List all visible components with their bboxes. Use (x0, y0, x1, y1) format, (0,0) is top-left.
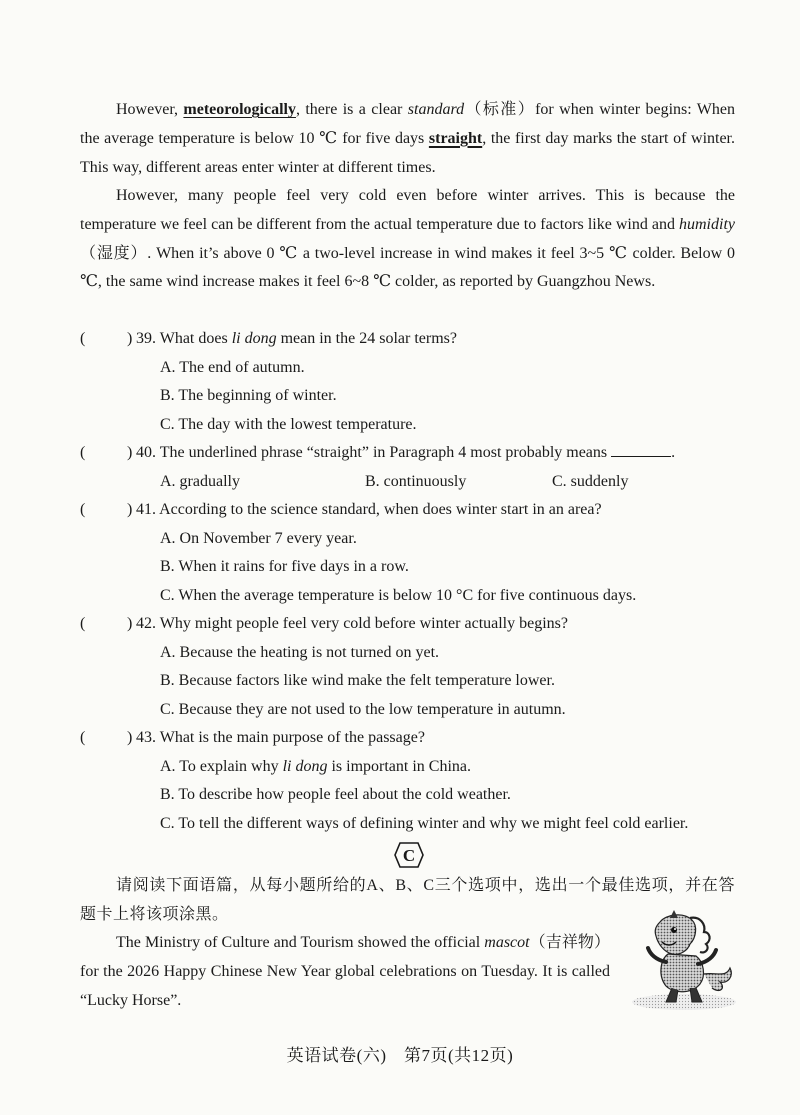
question-42-text: 42. Why might people feel very cold before winter actually begins? (136, 615, 568, 632)
answer-paren-left: ( (80, 729, 86, 746)
option-43-c: C. To tell the different ways of defining winter and why we might feel cold earlier. (160, 815, 689, 832)
question-43-text: 43. What is the main purpose of the passage? (136, 729, 425, 746)
answer-paren-left: ( (80, 444, 86, 461)
option-42-c: C. Because they are not used to the low temperature in autumn. (160, 701, 566, 718)
answer-paren-right: ) (127, 729, 133, 746)
answer-paren-right: ) (127, 615, 133, 632)
option-41-b: B. When it rains for five days in a row. (160, 558, 409, 575)
p1-text-e: （标准）for when winter begins: When the average temperature is below 10 ℃ for five days (80, 101, 736, 147)
italic-word-humidity: humidity (679, 215, 735, 233)
option-39-c: C. The day with the lowest temperature. (160, 416, 417, 433)
option-43-a: A. To explain why li dong is important in China. (160, 758, 472, 775)
answer-paren-left: ( (80, 615, 86, 632)
question-39-text: 39. What does li dong mean in the 24 solar terms? (136, 330, 457, 347)
option-42-a: A. Because the heating is not turned on yet. (160, 644, 440, 661)
question-40-text: 40. The underlined phrase “straight” in Paragraph 4 most probably means . (136, 444, 676, 461)
underlined-word-straight: straight (428, 129, 483, 147)
option-39-b: B. The beginning of winter. (160, 387, 337, 404)
option-40-c: C. suddenly (552, 473, 629, 490)
underlined-word-meteorologically: meteorologically (183, 101, 296, 118)
option-41-a: A. On November 7 every year. (160, 530, 357, 547)
section-instruction: 请阅读下面语篇，从每小题所给的A、B、C三个选项中，选出一个最佳选项，并在答题卡上将该项涂黑。 (80, 877, 735, 923)
section-label: C (402, 846, 416, 865)
option-39-a: A. The end of autumn. (160, 359, 305, 376)
italic-word-mascot: mascot (484, 934, 530, 951)
page-footer: 英语试卷(六) 第7页(共12页) (286, 1046, 514, 1065)
p2-text-c: （湿度）. When it’s above 0 ℃ a two-level increase in wind makes it feel 3~5 ℃ colder. Below 0 ℃, the same wind increase makes it feel 6~8 ℃ colder, as reported by Guangzhou News. (80, 244, 735, 291)
answer-paren-right: ) (127, 501, 133, 518)
answer-blank (611, 442, 671, 457)
p1-text-c: , there is a clear (295, 101, 408, 118)
option-41-c: C. When the average temperature is below 10 °C for five continuous days. (160, 587, 637, 604)
p1-text-a: However, (116, 101, 184, 118)
question-41-text: 41. According to the science standard, when does winter start in an area? (136, 501, 602, 518)
horse-mascot-image (630, 910, 738, 1012)
answer-paren-left: ( (80, 501, 86, 518)
option-43-b: B. To describe how people feel about the cold weather. (160, 786, 511, 803)
option-40-b: B. continuously (365, 473, 467, 490)
answer-paren-left: ( (80, 330, 86, 347)
passage-paragraph-1 (80, 96, 735, 182)
passage-paragraph-2 (80, 182, 735, 297)
section-c-circle-icon (394, 842, 424, 868)
italic-word-standard: standard (407, 101, 465, 118)
answer-paren-right: ) (127, 444, 133, 461)
passage-c-paragraph-1: The Ministry of Culture and Tourism showed the official mascot（吉祥物）for the 2026 Happy Chinese New Year global celebrations on Tuesday. It is called “Lucky Horse”. (80, 934, 610, 1009)
p1-text-g: , the first day marks the start of winter. This way, different areas enter winter at different times. (80, 129, 736, 176)
answer-paren-right: ) (127, 330, 133, 347)
option-42-b: B. Because factors like wind make the felt temperature lower. (160, 672, 555, 689)
option-40-a: A. gradually (160, 473, 240, 490)
p2-text-a: However, many people feel very cold even before winter arrives. This is because the temperature we feel can be different from the actual temperature due to factors like wind and (80, 187, 735, 233)
